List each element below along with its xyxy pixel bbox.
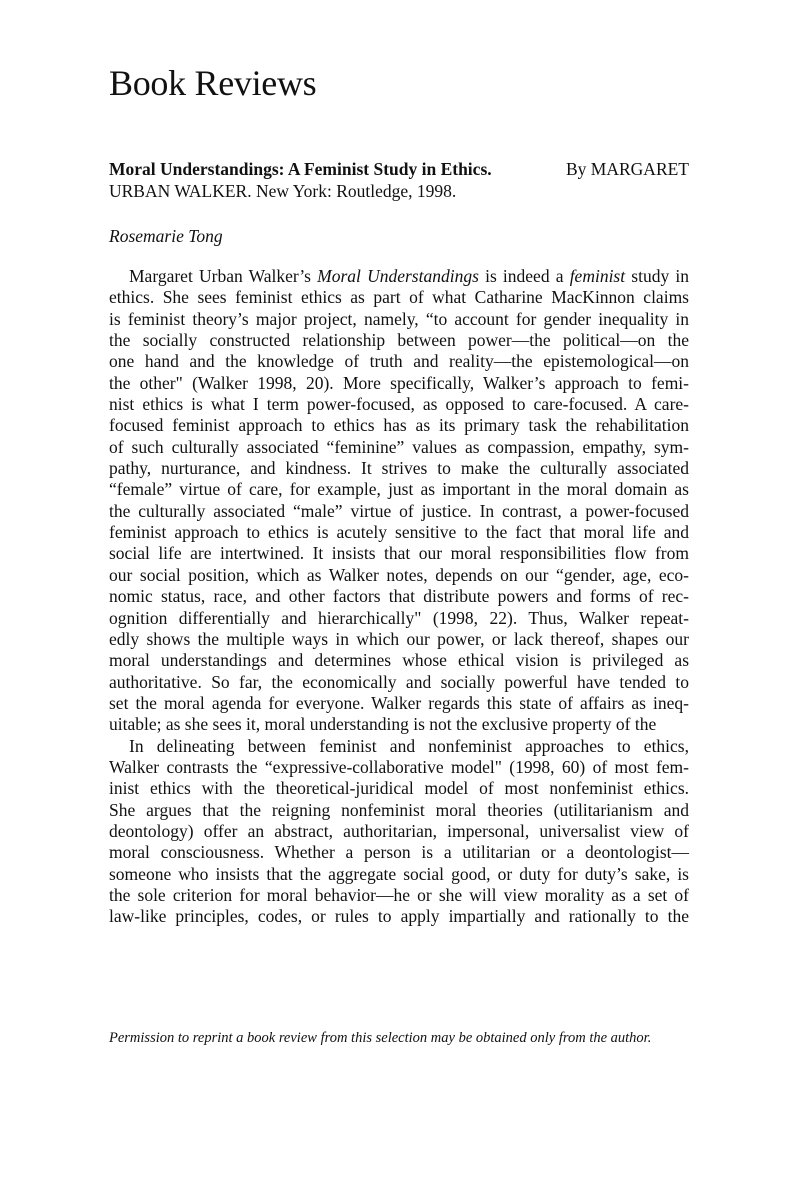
text-line: focused feminist approach to ethics has as its primary task the rehabilitation — [109, 415, 689, 436]
review-body — [109, 266, 689, 928]
text-line: ethics. She sees feminist ethics as part of what Catharine MacKinnon claims — [109, 287, 689, 308]
citation-line-2 — [109, 180, 689, 202]
text-line: uitable; as she sees it, moral understanding is not the exclusive property of the — [109, 714, 657, 735]
text-line: inist ethics with the theoretical-juridical model of most nonfeminist ethics. — [109, 778, 689, 799]
text-line: edly shows the multiple ways in which our power, or lack thereof, shapes our — [109, 628, 689, 649]
text-run: Margaret Urban Walker’s — [129, 266, 318, 286]
text-line: of such culturally associated “feminine” values as compassion, empathy, sym- — [109, 436, 689, 457]
book-citation — [109, 158, 689, 202]
text-line: nomic status, race, and other factors that distribute powers and forms of rec- — [109, 586, 689, 607]
text-line: moral consciousness. Whether a person is a utilitarian or a deontologist— — [109, 842, 689, 863]
text-line: Walker contrasts the “expressive-collaborative model" (1998, 60) of most fem- — [109, 756, 689, 777]
text-line: nist ethics is what I term power-focused, as opposed to care-focused. A care- — [109, 394, 689, 415]
paragraph-1-line-1 — [109, 266, 689, 287]
text-line: authoritative. So far, the economically and socially powerful have tended to — [109, 671, 689, 692]
text-line: social life are intertwined. It insists that our moral responsibilities flow from — [109, 543, 689, 564]
text-line: is feminist theory’s major project, namely, “to account for gender inequality in — [109, 308, 689, 329]
author-byline: By MARGARET — [566, 159, 689, 179]
text-line: pathy, nurturance, and kindness. It strives to make the culturally associated — [109, 458, 689, 479]
text-line: “female” virtue of care, for example, just as important in the moral domain as — [109, 479, 689, 500]
text-line: She argues that the reigning nonfeminist moral theories (utilitarianism and — [109, 799, 689, 820]
reviewer-name: Rosemarie Tong — [109, 226, 223, 246]
section-title: Book Reviews — [109, 63, 317, 103]
text-run: is indeed a — [478, 266, 570, 286]
text-line: our social position, which as Walker notes, depends on our “gender, age, eco- — [109, 564, 689, 585]
text-line: set the moral agenda for everyone. Walker regards this state of affairs as ineq- — [109, 692, 689, 713]
text-line: the other" (Walker 1998, 20). More specifically, Walker’s approach to femi- — [109, 372, 689, 393]
text-line: law-like principles, codes, or rules to apply impartially and rationally to the — [109, 906, 689, 927]
book-title: Moral Understandings: A Feminist Study in Ethics. — [109, 159, 492, 179]
citation-line-1 — [109, 158, 689, 180]
author-publisher: URBAN WALKER. New York: Routledge, 1998. — [109, 181, 457, 201]
emphasis-italic: feminist — [569, 266, 626, 286]
book-title-italic: Moral Understandings — [317, 266, 479, 286]
text-line: feminist approach to ethics is acutely sensitive to the fact that moral life and — [109, 522, 689, 543]
text-line: the culturally associated “male” virtue of justice. In contrast, a power-focused — [109, 500, 689, 521]
permission-note: Permission to reprint a book review from this selection may be obtained only from the author. — [109, 1030, 652, 1046]
text-line: the socially constructed relationship between power—the political—on the — [109, 330, 689, 351]
text-line: the sole criterion for moral behavior—he or she will view morality as a set of — [109, 884, 689, 905]
text-line: one hand and the knowledge of truth and reality—the epistemological—on — [109, 351, 689, 372]
text-line: deontology) offer an abstract, authoritarian, impersonal, universalist view of — [109, 820, 689, 841]
paragraph-2-line-1: In delineating between feminist and nonfeminist approaches to ethics, — [129, 735, 689, 756]
text-line: ognition differentially and hierarchically" (1998, 22). Thus, Walker repeat- — [109, 607, 689, 628]
text-line: moral understandings and determines whose ethical vision is privileged as — [109, 650, 689, 671]
text-line: someone who insists that the aggregate social good, or duty for duty’s sake, is — [109, 863, 689, 884]
text-run: study in — [625, 266, 689, 286]
